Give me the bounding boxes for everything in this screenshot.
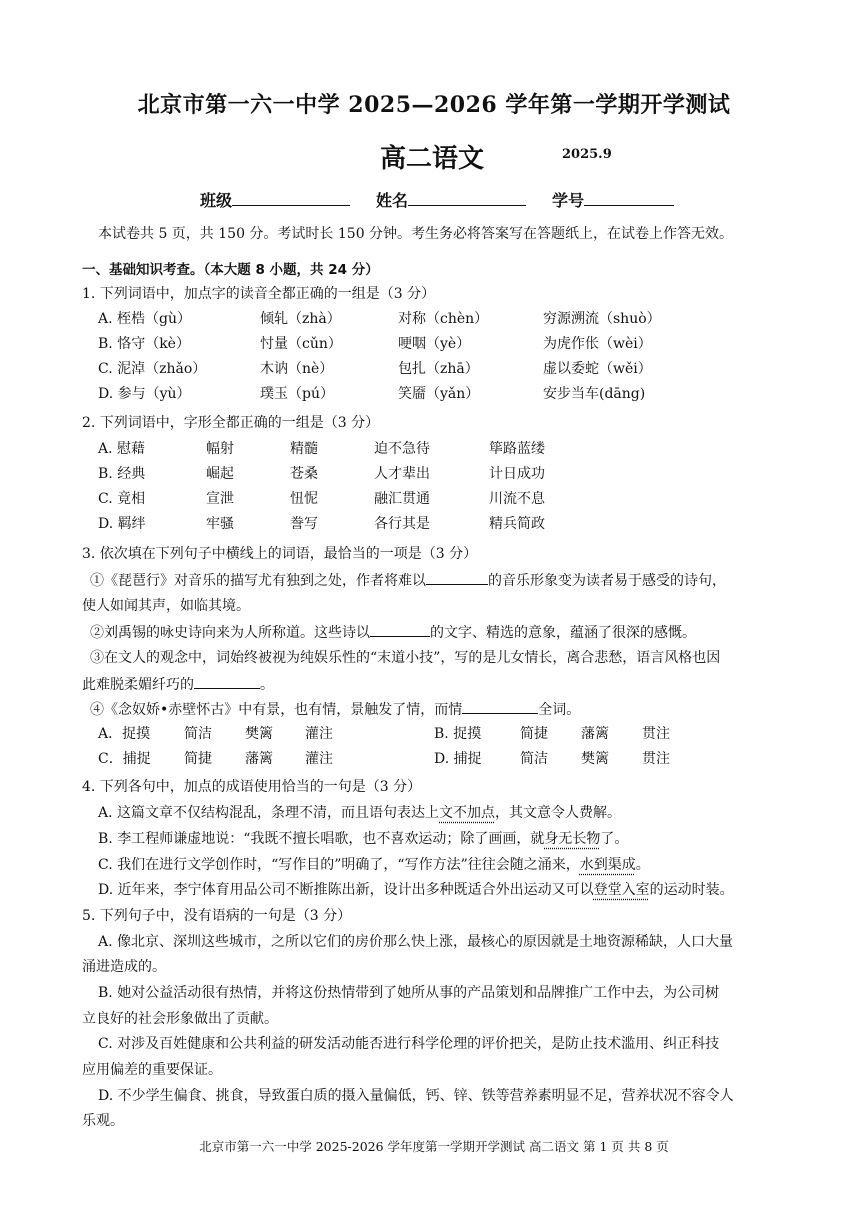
q3-sentence-2 (90, 622, 696, 643)
q1-option-cell: A. 桎梏（gù） (98, 311, 191, 327)
q2-option-cell: 宣泄 (206, 491, 234, 507)
q3-s3-end: 。 (260, 677, 274, 693)
q2-option-cell: 誊写 (290, 516, 318, 532)
q5-option-d-line-2: 乐观。 (82, 1113, 124, 1129)
q1-option-cell: 虚以委蛇（wěi） (543, 361, 652, 377)
name-label: 姓名 (376, 191, 409, 210)
q3-sentence-3-cont (82, 674, 274, 695)
q3-blank-4 (462, 699, 538, 714)
q1-option-cell: D. 参与（yù） (98, 386, 191, 402)
q3-option-cell: 藩篱 (245, 751, 273, 767)
q3-sentence-3: ③在文人的观念中，词始终被视为纯娱乐性的“末道小技”，写的是儿女情长，离合悲愁，语言风格也因 (90, 650, 721, 666)
q3-option-cell: 藩篱 (581, 726, 609, 742)
q1-option-cell: 穷源溯流（shuò） (543, 311, 661, 327)
q2-option-cell: 牢骚 (206, 516, 234, 532)
class-field (200, 188, 350, 211)
q3-option-cell: 贯注 (642, 751, 670, 767)
q3-option-cell: 樊篱 (245, 726, 273, 742)
q3-s4-text-2: 全词。 (538, 702, 581, 718)
q1-option-cell: 璞玉（pú） (260, 386, 334, 402)
q3-option-cell: 简捷 (520, 726, 548, 742)
q5-option-c-line-1: C. 对涉及百姓健康和公共利益的研发活动能否进行科学伦理的评价把关，是防止技术滥用、纠正科技 (98, 1036, 720, 1052)
q3-option-cell: 简洁 (520, 751, 548, 767)
q3-option-cell: A．捉摸 (98, 726, 151, 742)
q4-option-d (98, 880, 734, 900)
q1-option-cell: B. 恪守（kè） (98, 336, 190, 352)
name-blank (408, 189, 526, 206)
q1-option-cell: 为虎作伥（wèi） (543, 336, 652, 352)
q4-d-text: D. 近年来，李宁体育用品公司不断推陈出新，设计出多种既适合外出运动又可以 (98, 882, 594, 898)
q2-option-cell: D. 羁绊 (98, 516, 146, 532)
q3-s2-text-2: 的文字、精选的意象，蕴涵了很深的感慨。 (430, 625, 696, 641)
q1-option-cell: 哽咽（yè） (398, 336, 471, 352)
name-field (376, 188, 526, 211)
q2-option-cell: 迫不急待 (374, 441, 430, 457)
q3-blank-1 (426, 570, 488, 585)
q4-option-c (98, 855, 650, 875)
q1-option-cell: C. 泥淖（zhǎo） (98, 361, 207, 377)
q2-option-cell: 幅射 (206, 441, 234, 457)
q4-d-idiom: 登堂入室 (593, 882, 650, 898)
student-id-field (552, 188, 674, 211)
question-1-stem: 1. 下列词语中，加点字的读音全都正确的一组是（3 分） (82, 286, 436, 302)
q4-a-text: A. 这篇文章不仅结构混乱，条理不清，而且语句表达上 (98, 805, 440, 821)
q4-a-idiom: 文不加点 (439, 805, 496, 821)
q3-sentence-4 (90, 699, 580, 720)
q4-c-text: C. 我们在进行文学创作时，“写作目的”明确了，“写作方法”往往会随之涌来， (98, 857, 580, 873)
q2-option-cell: 苍桑 (290, 466, 318, 482)
q2-option-cell: 筚路蓝缕 (489, 441, 545, 457)
q3-option-cell: 樊篱 (581, 751, 609, 767)
q4-b-idiom: 身无长物 (544, 831, 601, 847)
q3-s3-text: 此难脱柔媚纤巧的 (82, 677, 194, 693)
q3-sentence-1 (90, 570, 726, 591)
exam-title: 北京市第一六一中学 2025—2026 学年第一学期开学测试 (137, 92, 731, 118)
q4-b-text: B. 李工程师谦虚地说：“我既不擅长唱歌，也不喜欢运动；除了画画，就 (98, 831, 545, 847)
q2-option-cell: 崛起 (206, 466, 234, 482)
q1-option-cell: 安步当车(dāng) (543, 386, 646, 402)
q2-option-cell: 各行其是 (374, 516, 430, 532)
q4-option-a (98, 803, 621, 823)
q1-option-cell: 倾轧（zhà） (260, 311, 341, 327)
q2-option-cell: 精兵简政 (489, 516, 545, 532)
page-footer: 北京市第一六一中学 2025-2026 学年度第一学期开学测试 高二语文 第 1 页 共 8 页 (199, 1139, 669, 1154)
q4-a-end: ，其文意令人费解。 (495, 805, 622, 821)
q3-sentence-1-cont: 使人如闻其声，如临其境。 (82, 598, 250, 614)
q4-c-idiom: 水到渠成 (579, 857, 636, 873)
q3-blank-3 (194, 674, 260, 689)
q1-option-cell: 笑靥（yǎn） (398, 386, 480, 402)
q2-option-cell: 融汇贯通 (374, 491, 430, 507)
q5-option-d-line-1: D. 不少学生偏食、挑食，导致蛋白质的摄入量偏低，钙、锌、铁等营养素明显不足，营养状况不容令人 (98, 1088, 734, 1104)
q2-option-cell: A. 慰藉 (98, 441, 146, 457)
q3-option-cell: 贯注 (642, 726, 670, 742)
exam-date: 2025.9 (562, 147, 612, 162)
q5-option-b-line-2: 立良好的社会形象做出了贡献。 (82, 1011, 278, 1027)
question-5-stem: 5. 下列句子中，没有语病的一句是（3 分） (82, 908, 352, 924)
q3-option-cell: 灌注 (305, 726, 333, 742)
subject-title: 高二语文 (380, 144, 485, 174)
q5-option-c-line-2: 应用偏差的重要保证。 (82, 1062, 222, 1078)
q5-option-b-line-1: B. 她对公益活动很有热情，并将这份热情带到了她所从事的产品策划和品牌推广工作中去，为公司树 (98, 985, 720, 1001)
q1-option-cell: 对称（chèn） (398, 311, 489, 327)
q3-option-cell: D. 捕捉 (434, 751, 482, 767)
q3-option-cell: C．捕捉 (98, 751, 151, 767)
class-blank (232, 189, 350, 206)
q1-option-cell: 包扎（zhā） (398, 361, 479, 377)
q2-option-cell: 忸怩 (290, 491, 318, 507)
class-label: 班级 (200, 191, 233, 210)
q2-option-cell: 川流不息 (489, 491, 545, 507)
q4-d-end: 的运动时装。 (649, 882, 734, 898)
q3-option-cell: 简捷 (184, 751, 212, 767)
q1-option-cell: 忖量（cǔn） (260, 336, 342, 352)
q3-s2-text: ②刘禹锡的咏史诗向来为人所称道。这些诗以 (90, 625, 370, 641)
q2-option-cell: C. 竟相 (98, 491, 146, 507)
q3-s1-text: ①《琵琶行》对音乐的描写尤有独到之处，作者将难以 (90, 573, 426, 589)
q2-option-cell: 计日成功 (489, 466, 545, 482)
q3-s1-text-2: 的音乐形象变为读者易于感受的诗句， (488, 573, 726, 589)
section-heading: 一、基础知识考查。（本大题 8 小题，共 24 分） (82, 262, 379, 278)
q2-option-cell: 人才辈出 (374, 466, 430, 482)
q4-b-end: 了。 (600, 831, 629, 847)
q2-option-cell: B. 经典 (98, 466, 146, 482)
q3-option-cell: B. 捉摸 (434, 726, 482, 742)
student-id-label: 学号 (552, 191, 585, 210)
q4-option-b (98, 829, 628, 849)
q3-option-cell: 简洁 (184, 726, 212, 742)
q5-option-a-line-1: A. 像北京、深圳这些城市，之所以它们的房价那么快上涨，最核心的原因就是土地资源稀缺，人口大量 (98, 934, 734, 950)
q2-option-cell: 精髓 (290, 441, 318, 457)
question-3-stem: 3. 依次填在下列句子中横线上的词语，最恰当的一项是（3 分） (82, 546, 478, 562)
question-4-stem: 4. 下列各句中，加点的成语使用恰当的一句是（3 分） (82, 779, 422, 795)
q3-option-cell: 灌注 (305, 751, 333, 767)
question-2-stem: 2. 下列词语中，字形全都正确的一组是（3 分） (82, 415, 380, 431)
q4-c-end: 。 (635, 857, 650, 873)
q3-blank-2 (370, 622, 430, 637)
instructions: 本试卷共 5 页，共 150 分。考试时长 150 分钟。考生务必将答案写在答题纸上，在试卷上作答无效。 (98, 226, 734, 242)
q3-s4-text: ④《念奴娇•赤壁怀古》中有景，也有情，景触发了情，而情 (90, 702, 463, 718)
student-id-blank (584, 189, 674, 206)
q5-option-a-line-2: 涌进造成的。 (82, 959, 166, 975)
q1-option-cell: 木讷（nè） (260, 361, 334, 377)
